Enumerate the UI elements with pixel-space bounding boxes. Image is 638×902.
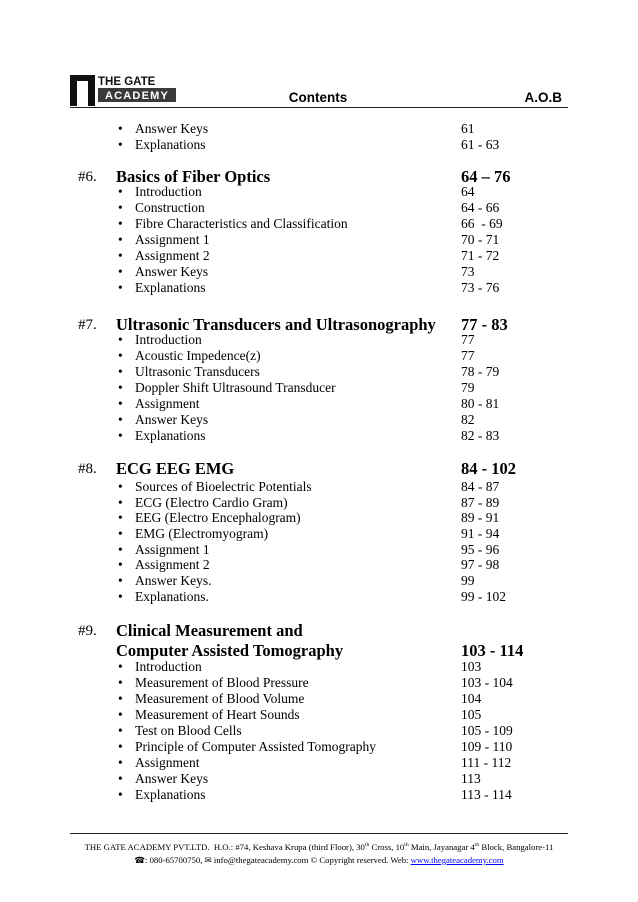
- bullet-icon: [118, 495, 123, 511]
- section-title-line: Computer Assisted Tomography: [116, 640, 344, 660]
- toc-item-pages: 77: [461, 348, 475, 363]
- toc-item-pages: 70 - 71: [461, 232, 500, 247]
- bullet-icon: [118, 675, 123, 691]
- toc-item-label: Explanations: [135, 280, 206, 295]
- toc-item-pages: 99: [461, 573, 475, 589]
- toc-item: [0, 396, 638, 412]
- bullet-icon: [118, 364, 123, 380]
- phone-number: : 080-65700750,: [144, 854, 205, 865]
- toc-item: [0, 412, 638, 428]
- envelope-icon: [205, 856, 212, 866]
- toc-item: [0, 659, 638, 675]
- bullet-icon: [118, 396, 123, 412]
- toc-item-label: Explanations: [135, 428, 206, 443]
- toc-item-list: [0, 332, 638, 444]
- bullet-icon: [118, 707, 123, 723]
- toc-item-pages: 87 - 89: [461, 494, 500, 510]
- toc-item-label: Answer Keys: [135, 121, 209, 136]
- toc-section-heading: [0, 621, 638, 661]
- toc-item-label: Test on Blood Cells: [135, 722, 242, 738]
- toc-item: [0, 248, 638, 264]
- footer-address-text: Main, Jayanagar 4: [408, 841, 475, 852]
- toc-section-continued: [0, 121, 638, 153]
- header-right-label: A.O.B: [524, 90, 562, 105]
- bullet-icon: [118, 137, 123, 153]
- toc-item-pages: 103: [461, 658, 482, 674]
- logo-text-line1: THE GATE: [98, 76, 156, 88]
- toc-item: [0, 723, 638, 739]
- section-pages: 103 - 114: [461, 640, 524, 660]
- toc-item: [0, 675, 638, 691]
- ordinal-suffix: th: [364, 841, 370, 848]
- toc-item-label: Fibre Characteristics and Classification: [135, 216, 348, 231]
- toc-item-label: Assignment 2: [135, 557, 210, 573]
- toc-item: [0, 787, 638, 803]
- toc-item-pages: 95 - 96: [461, 541, 500, 557]
- toc-item-pages: 82: [461, 412, 475, 427]
- toc-item-pages: 64 - 66: [461, 200, 500, 215]
- toc-item-list: [0, 184, 638, 296]
- toc-item-label: Ultrasonic Transducers: [135, 364, 260, 379]
- bullet-icon: [118, 184, 123, 200]
- toc-item: [0, 707, 638, 723]
- toc-item: [0, 691, 638, 707]
- bullet-icon: [118, 589, 123, 605]
- toc-item-label: Assignment: [135, 754, 200, 770]
- section-title-line: Clinical Measurement and: [116, 620, 303, 640]
- toc-item: [0, 216, 638, 232]
- toc-item: [0, 479, 638, 495]
- bullet-icon: [118, 479, 123, 495]
- toc-item-label: Introduction: [135, 184, 202, 199]
- toc-item-pages: 80 - 81: [461, 396, 500, 411]
- toc-item-label: EMG (Electromyogram): [135, 526, 269, 542]
- footer-address-text: Cross, 10: [369, 841, 405, 852]
- section-title: [116, 459, 234, 479]
- bullet-icon: [118, 216, 123, 232]
- toc-item-pages: 66 - 69: [461, 216, 503, 231]
- toc-item: [0, 526, 638, 542]
- bullet-icon: [118, 121, 123, 137]
- toc-item-pages: 111 - 112: [461, 754, 512, 770]
- bullet-icon: [118, 691, 123, 707]
- toc-item-label: Introduction: [135, 658, 202, 674]
- toc-item-pages: 61 - 63: [461, 137, 500, 152]
- toc-item-label: Principle of Computer Assisted Tomography: [135, 738, 377, 754]
- bullet-icon: [118, 659, 123, 675]
- toc-item: [0, 348, 638, 364]
- table-of-contents: [0, 121, 638, 803]
- bullet-icon: [118, 428, 123, 444]
- header-rule: [70, 107, 568, 108]
- toc-item-label: Measurement of Blood Volume: [135, 690, 305, 706]
- toc-item: [0, 755, 638, 771]
- toc-item-pages: 109 - 110: [461, 738, 513, 754]
- section-number: #6.: [78, 169, 97, 185]
- toc-item-pages: 104: [461, 690, 482, 706]
- toc-item-label: Construction: [135, 200, 205, 215]
- toc-item: [0, 137, 638, 153]
- toc-section-heading: [0, 459, 638, 479]
- toc-item: [0, 364, 638, 380]
- toc-item: [0, 510, 638, 526]
- logo-text-line2: ACADEMY: [105, 90, 170, 102]
- section-number: #9.: [78, 622, 97, 639]
- toc-item: [0, 495, 638, 511]
- toc-item-label: EEG (Electro Encephalogram): [135, 510, 301, 526]
- toc-item-label: Answer Keys: [135, 264, 209, 279]
- bullet-icon: [118, 557, 123, 573]
- toc-item-label: Acoustic Impedence(z): [135, 348, 261, 363]
- toc-section: [0, 459, 638, 605]
- toc-item: [0, 332, 638, 348]
- toc-section: [0, 315, 638, 444]
- toc-item-pages: 99 - 102: [461, 588, 506, 604]
- toc-item-pages: 71 - 72: [461, 248, 500, 263]
- toc-item-pages: 78 - 79: [461, 364, 500, 379]
- toc-item-label: Introduction: [135, 332, 202, 347]
- toc-item-label: Doppler Shift Ultrasound Transducer: [135, 380, 336, 395]
- logo-mark: [70, 75, 95, 106]
- footer-rule: [70, 833, 568, 834]
- bullet-icon: [118, 510, 123, 526]
- bullet-icon: [118, 755, 123, 771]
- toc-item-pages: 64: [461, 184, 475, 199]
- toc-item-label: Answer Keys: [135, 412, 209, 427]
- section-title-line: Basics of Fiber Optics: [116, 167, 271, 186]
- toc-item-label: Explanations.: [135, 588, 209, 604]
- bullet-icon: [118, 739, 123, 755]
- footer-contact: [70, 854, 568, 868]
- toc-item-pages: 97 - 98: [461, 557, 500, 573]
- toc-item-pages: 113 - 114: [461, 786, 512, 802]
- toc-item-label: Assignment: [135, 396, 200, 411]
- toc-item-label: Explanations: [135, 786, 206, 802]
- toc-item-pages: 61: [461, 121, 475, 136]
- toc-item: [0, 200, 638, 216]
- email-copyright-text: info@thegateacademy.com © Copyright reserved. Web:: [211, 854, 411, 865]
- toc-item-pages: 73 - 76: [461, 280, 500, 295]
- toc-item-pages: 113: [461, 770, 481, 786]
- toc-item-pages: 89 - 91: [461, 510, 500, 526]
- toc-item: [0, 428, 638, 444]
- toc-item-pages: 91 - 94: [461, 526, 500, 542]
- toc-item: [0, 184, 638, 200]
- toc-section: [0, 621, 638, 803]
- toc-item-list: [0, 479, 638, 605]
- bullet-icon: [118, 332, 123, 348]
- logo: [70, 72, 180, 107]
- section-pages: 84 - 102: [461, 459, 516, 478]
- toc-item-label: Answer Keys.: [135, 573, 212, 589]
- section-pages: 64 – 76: [461, 167, 511, 186]
- section-number: #7.: [78, 317, 97, 333]
- toc-item-pages: 105: [461, 706, 482, 722]
- bullet-icon: [118, 380, 123, 396]
- toc-item: [0, 232, 638, 248]
- toc-item-pages: 84 - 87: [461, 479, 500, 494]
- footer-address: [70, 841, 568, 854]
- toc-item-pages: 77: [461, 332, 475, 347]
- toc-item-pages: 82 - 83: [461, 428, 500, 443]
- toc-item-label: Assignment 1: [135, 232, 210, 247]
- footer-address-text: Block, Bangalore-11: [479, 841, 554, 852]
- page-title: Contents: [288, 90, 348, 105]
- bullet-icon: [118, 526, 123, 542]
- toc-item-label: Sources of Bioelectric Potentials: [135, 479, 312, 494]
- toc-item: [0, 771, 638, 787]
- toc-item: [0, 280, 638, 296]
- ordinal-suffix: th: [474, 841, 480, 848]
- bullet-icon: [118, 232, 123, 248]
- bullet-icon: [118, 771, 123, 787]
- toc-item-label: Measurement of Heart Sounds: [135, 706, 300, 722]
- footer: [70, 841, 568, 868]
- bullet-icon: [118, 200, 123, 216]
- toc-item-list: [0, 659, 638, 803]
- toc-item: [0, 589, 638, 605]
- toc-item: [0, 739, 638, 755]
- toc-item-pages: 73: [461, 264, 475, 279]
- bullet-icon: [118, 787, 123, 803]
- toc-item: [0, 380, 638, 396]
- toc-item-label: Assignment 2: [135, 248, 210, 263]
- website-link[interactable]: www.thegateacademy.com: [410, 854, 504, 865]
- bullet-icon: [118, 542, 123, 558]
- section-number: #8.: [78, 461, 97, 477]
- toc-section: [0, 167, 638, 296]
- section-pages: 77 - 83: [461, 315, 508, 334]
- bullet-icon: [118, 248, 123, 264]
- bullet-icon: [118, 264, 123, 280]
- toc-item-pages: 103 - 104: [461, 674, 513, 690]
- ordinal-suffix: th: [404, 841, 409, 848]
- phone-icon: [134, 856, 145, 866]
- toc-item: [0, 557, 638, 573]
- bullet-icon: [118, 723, 123, 739]
- toc-item-pages: 79: [461, 380, 475, 395]
- toc-item-label: ECG (Electro Cardio Gram): [135, 494, 288, 510]
- toc-item-label: Measurement of Blood Pressure: [135, 674, 309, 690]
- section-title: [116, 621, 343, 661]
- toc-item-label: Assignment 1: [135, 541, 210, 557]
- toc-item-label: Explanations: [135, 137, 206, 152]
- toc-item: [0, 264, 638, 280]
- bullet-icon: [118, 280, 123, 296]
- section-title-line: ECG EEG EMG: [116, 459, 235, 478]
- footer-address-text: THE GATE ACADEMY PVT.LTD. H.O.: #74, Keshava Krupa (third Floor), 30: [84, 841, 365, 852]
- section-title-line: Ultrasonic Transducers and Ultrasonography: [116, 315, 436, 334]
- bullet-icon: [118, 573, 123, 589]
- toc-item-pages: 105 - 109: [461, 722, 513, 738]
- toc-item-label: Answer Keys: [135, 770, 209, 786]
- bullet-icon: [118, 348, 123, 364]
- toc-item: [0, 573, 638, 589]
- toc-item: [0, 542, 638, 558]
- bullet-icon: [118, 412, 123, 428]
- toc-item: [0, 121, 638, 137]
